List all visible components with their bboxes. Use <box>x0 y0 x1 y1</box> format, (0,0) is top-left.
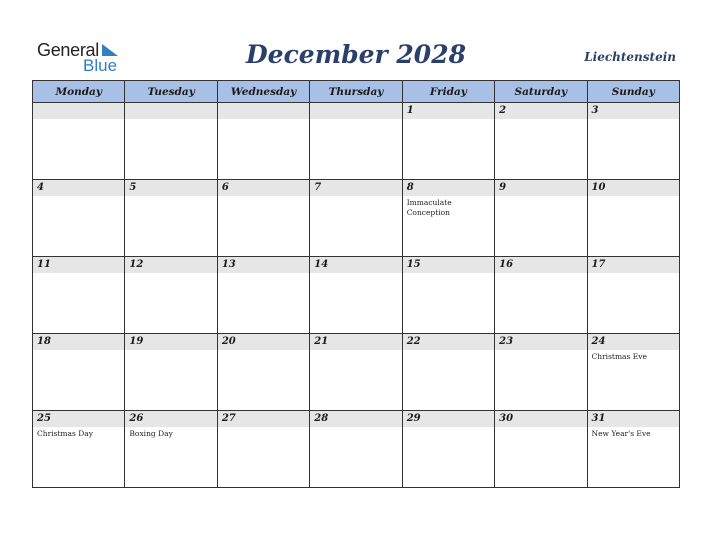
day-number: 7 <box>310 180 401 196</box>
day-number <box>310 103 401 119</box>
holiday-label: Christmas Day <box>37 429 93 438</box>
day-number: 2 <box>495 103 586 119</box>
day-cell <box>587 411 679 488</box>
day-cell <box>33 334 125 411</box>
day-number: 15 <box>403 257 494 273</box>
day-number: 21 <box>310 334 401 350</box>
day-cell <box>310 180 402 257</box>
day-cell <box>33 411 125 488</box>
logo-text-general: General <box>37 40 99 60</box>
day-cell <box>217 334 309 411</box>
day-number <box>125 103 216 119</box>
day-cell <box>125 257 217 334</box>
day-cell <box>33 103 125 180</box>
day-cell <box>402 257 494 334</box>
weekday-header: Friday <box>402 81 494 103</box>
day-number: 1 <box>403 103 494 119</box>
day-cell <box>587 334 679 411</box>
day-number: 28 <box>310 411 401 427</box>
day-number: 13 <box>218 257 309 273</box>
day-cell <box>217 411 309 488</box>
day-cell <box>402 334 494 411</box>
month-calendar <box>32 80 680 488</box>
day-cell <box>402 411 494 488</box>
day-number: 5 <box>125 180 216 196</box>
week-row <box>33 411 680 488</box>
day-cell <box>217 103 309 180</box>
day-cell <box>33 180 125 257</box>
day-number: 27 <box>218 411 309 427</box>
day-number: 23 <box>495 334 586 350</box>
day-number: 29 <box>403 411 494 427</box>
holiday-label: Immaculate Conception <box>406 198 452 217</box>
day-cell <box>495 180 587 257</box>
logo-text-blue: Blue <box>83 56 118 75</box>
day-cell <box>125 180 217 257</box>
week-row <box>33 334 680 411</box>
holiday-label: Boxing Day <box>129 429 173 438</box>
day-number <box>33 103 124 119</box>
weekday-header: Tuesday <box>125 81 217 103</box>
day-cell <box>587 257 679 334</box>
day-cell <box>495 103 587 180</box>
day-number: 30 <box>495 411 586 427</box>
day-cell <box>217 180 309 257</box>
day-cell <box>125 334 217 411</box>
day-number: 17 <box>588 257 679 273</box>
day-number: 9 <box>495 180 586 196</box>
day-number: 11 <box>33 257 124 273</box>
day-cell <box>495 334 587 411</box>
calendar-title: December 2028 <box>245 40 466 69</box>
day-number: 6 <box>218 180 309 196</box>
day-cell <box>310 411 402 488</box>
day-number: 12 <box>125 257 216 273</box>
day-cell <box>495 257 587 334</box>
day-number: 22 <box>403 334 494 350</box>
holiday-label: New Year's Eve <box>591 429 651 438</box>
weekday-header: Saturday <box>495 81 587 103</box>
day-number: 14 <box>310 257 401 273</box>
week-row <box>33 257 680 334</box>
day-cell <box>125 103 217 180</box>
day-number <box>218 103 309 119</box>
day-cell <box>310 334 402 411</box>
week-row <box>33 103 680 180</box>
weekday-header-row <box>33 81 680 103</box>
day-cell <box>402 103 494 180</box>
day-cell <box>402 180 494 257</box>
day-cell <box>310 103 402 180</box>
day-number: 26 <box>125 411 216 427</box>
day-number: 24 <box>588 334 679 350</box>
weekday-header: Wednesday <box>217 81 309 103</box>
day-cell <box>33 257 125 334</box>
week-row <box>33 180 680 257</box>
day-cell <box>217 257 309 334</box>
day-number: 10 <box>588 180 679 196</box>
day-number: 16 <box>495 257 586 273</box>
day-number: 19 <box>125 334 216 350</box>
weekday-header: Thursday <box>310 81 402 103</box>
day-number: 3 <box>588 103 679 119</box>
weekday-header: Sunday <box>587 81 679 103</box>
day-cell <box>587 180 679 257</box>
day-number: 25 <box>33 411 124 427</box>
weekday-header: Monday <box>33 81 125 103</box>
day-cell <box>495 411 587 488</box>
day-number: 18 <box>33 334 124 350</box>
day-cell <box>587 103 679 180</box>
day-cell <box>125 411 217 488</box>
day-cell <box>310 257 402 334</box>
day-number: 8 <box>403 180 494 196</box>
day-number: 31 <box>588 411 679 427</box>
day-number: 4 <box>33 180 124 196</box>
country-name: Liechtenstein <box>584 50 676 64</box>
holiday-label: Christmas Eve <box>591 352 647 361</box>
day-number: 20 <box>218 334 309 350</box>
